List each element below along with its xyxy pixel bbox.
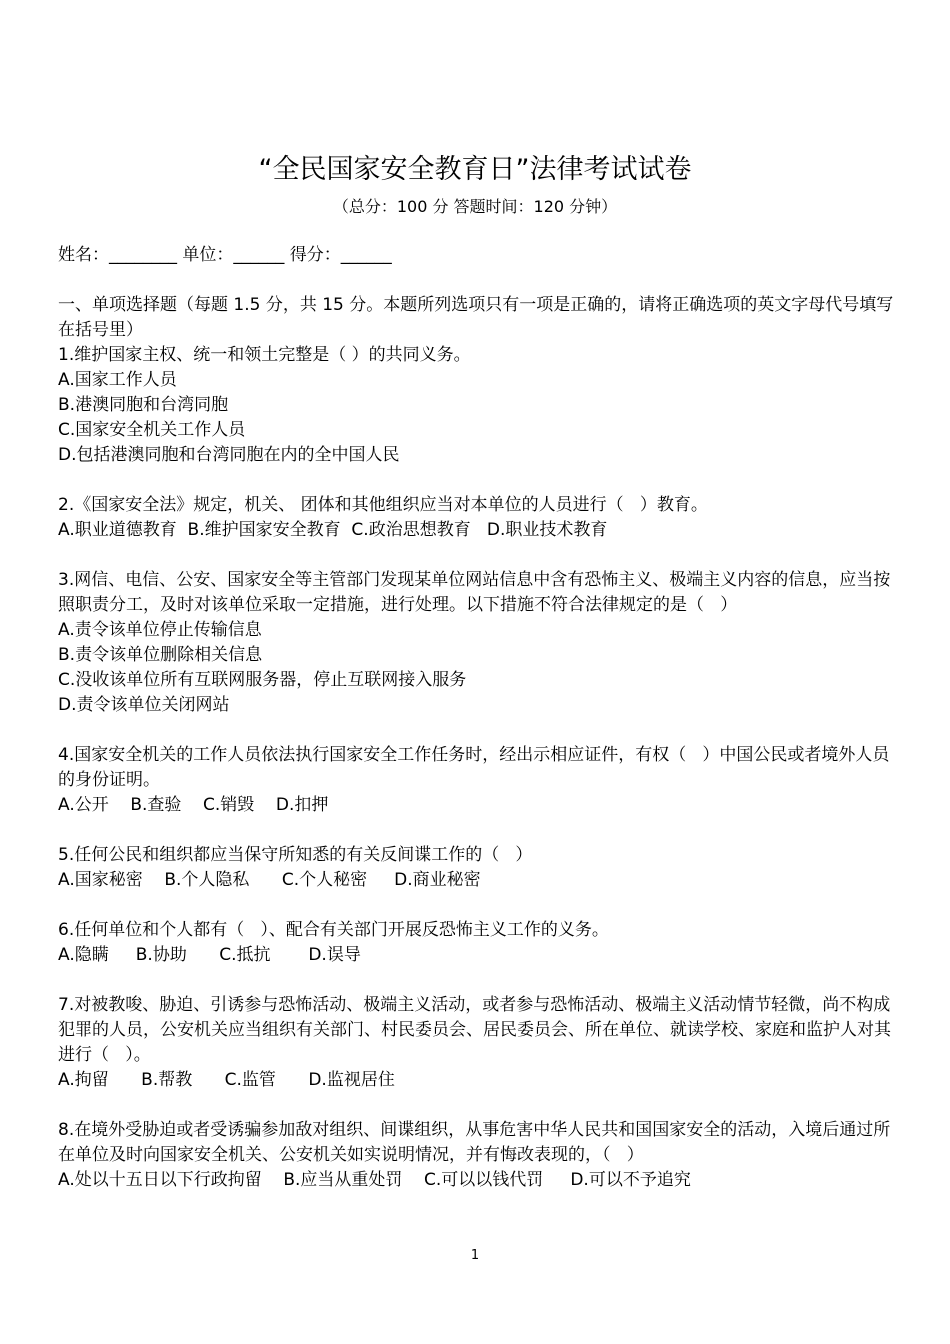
question-stem: 1.维护国家主权、统一和领土完整是（ ）的共同义务。 bbox=[58, 345, 471, 365]
options-line: A.国家秘密 B.个人隐私 C.个人秘密 D.商业秘密 bbox=[58, 870, 481, 890]
spacer bbox=[58, 468, 896, 493]
option: C.没收该单位所有互联网服务器，停止互联网接入服务 bbox=[58, 670, 467, 690]
question-4 bbox=[58, 743, 896, 818]
spacer bbox=[58, 1093, 896, 1118]
examinee-info-line: 姓名：________ 单位：______ 得分：______ bbox=[58, 245, 392, 265]
question-7 bbox=[58, 993, 896, 1093]
option: B.港澳同胞和台湾同胞 bbox=[58, 395, 229, 415]
spacer bbox=[58, 718, 896, 743]
question-6 bbox=[58, 918, 896, 968]
question-stem: 8.在境外受胁迫或者受诱骗参加敌对组织、间谍组织，从事危害中华人民共和国国家安全的活动，入境后通过所在单位及时向国家安全机关、公安机关如实说明情况，并有悔改表现的，（ ） bbox=[58, 1120, 891, 1165]
option: D.包括港澳同胞和台湾同胞在内的全中国人民 bbox=[58, 445, 400, 465]
option: A.国家工作人员 bbox=[58, 370, 177, 390]
option: A.责令该单位停止传输信息 bbox=[58, 620, 262, 640]
spacer bbox=[58, 818, 896, 843]
question-stem: 6.任何单位和个人都有（ ）、配合有关部门开展反恐怖主义工作的义务。 bbox=[58, 920, 609, 940]
spacer bbox=[58, 543, 896, 568]
question-stem: 2.《国家安全法》规定，机关、 团体和其他组织应当对本单位的人员进行（ ）教育。 bbox=[58, 495, 708, 515]
question-5 bbox=[58, 843, 896, 893]
spacer bbox=[58, 893, 896, 918]
spacer bbox=[58, 968, 896, 993]
options-line: A.职业道德教育 B.维护国家安全教育 C.政治思想教育 D.职业技术教育 bbox=[58, 520, 608, 540]
exam-body bbox=[58, 243, 896, 1193]
question-stem: 7.对被教唆、胁迫、引诱参与恐怖活动、极端主义活动，或者参与恐怖活动、极端主义活动情节轻微，尚不构成犯罪的人员，公安机关应当组织有关部门、村民委员会、居民委员会、所在单位、就读学校、家庭和监护人对其进行（ ）。 bbox=[58, 995, 891, 1065]
page-number: 1 bbox=[470, 1248, 480, 1263]
option: B.责令该单位删除相关信息 bbox=[58, 645, 263, 665]
question-stem: 4.国家安全机关的工作人员依法执行国家安全工作任务时，经出示相应证件，有权（ ）中国公民或者境外人员的身份证明。 bbox=[58, 745, 890, 790]
options-line: A.隐瞒 B.协助 C.抵抗 D.误导 bbox=[58, 945, 361, 965]
question-3 bbox=[58, 568, 896, 718]
question-1 bbox=[58, 343, 896, 468]
spacer bbox=[58, 268, 896, 293]
question-stem: 3.网信、电信、公安、国家安全等主管部门发现某单位网站信息中含有恐怖主义、极端主义内容的信息，应当按照职责分工，及时对该单位采取一定措施，进行处理。以下措施不符合法律规定的是（ ） bbox=[58, 570, 891, 615]
option: C.国家安全机关工作人员 bbox=[58, 420, 246, 440]
options-line: A.拘留 B.帮教 C.监管 D.监视居住 bbox=[58, 1070, 395, 1090]
options-line: A.处以十五日以下行政拘留 B.应当从重处罚 C.可以以钱代罚 D.可以不予追究 bbox=[58, 1170, 691, 1190]
question-8 bbox=[58, 1118, 896, 1193]
options-line: A.公开 B.查验 C.销毁 D.扣押 bbox=[58, 795, 329, 815]
exam-subtitle: （总分：100 分 答题时间：120 分钟） bbox=[332, 197, 618, 216]
question-stem: 5.任何公民和组织都应当保守所知悉的有关反间谍工作的（ ） bbox=[58, 845, 533, 865]
question-2 bbox=[58, 493, 896, 543]
section-heading: 一、单项选择题（每题 1.5 分，共 15 分。本题所列选项只有一项是正确的，请将正确选项的英文字母代号填写在括号里） bbox=[58, 295, 894, 340]
exam-title: “全民国家安全教育日”法律考试试卷 bbox=[258, 154, 692, 185]
option: D.责令该单位关闭网站 bbox=[58, 695, 230, 715]
